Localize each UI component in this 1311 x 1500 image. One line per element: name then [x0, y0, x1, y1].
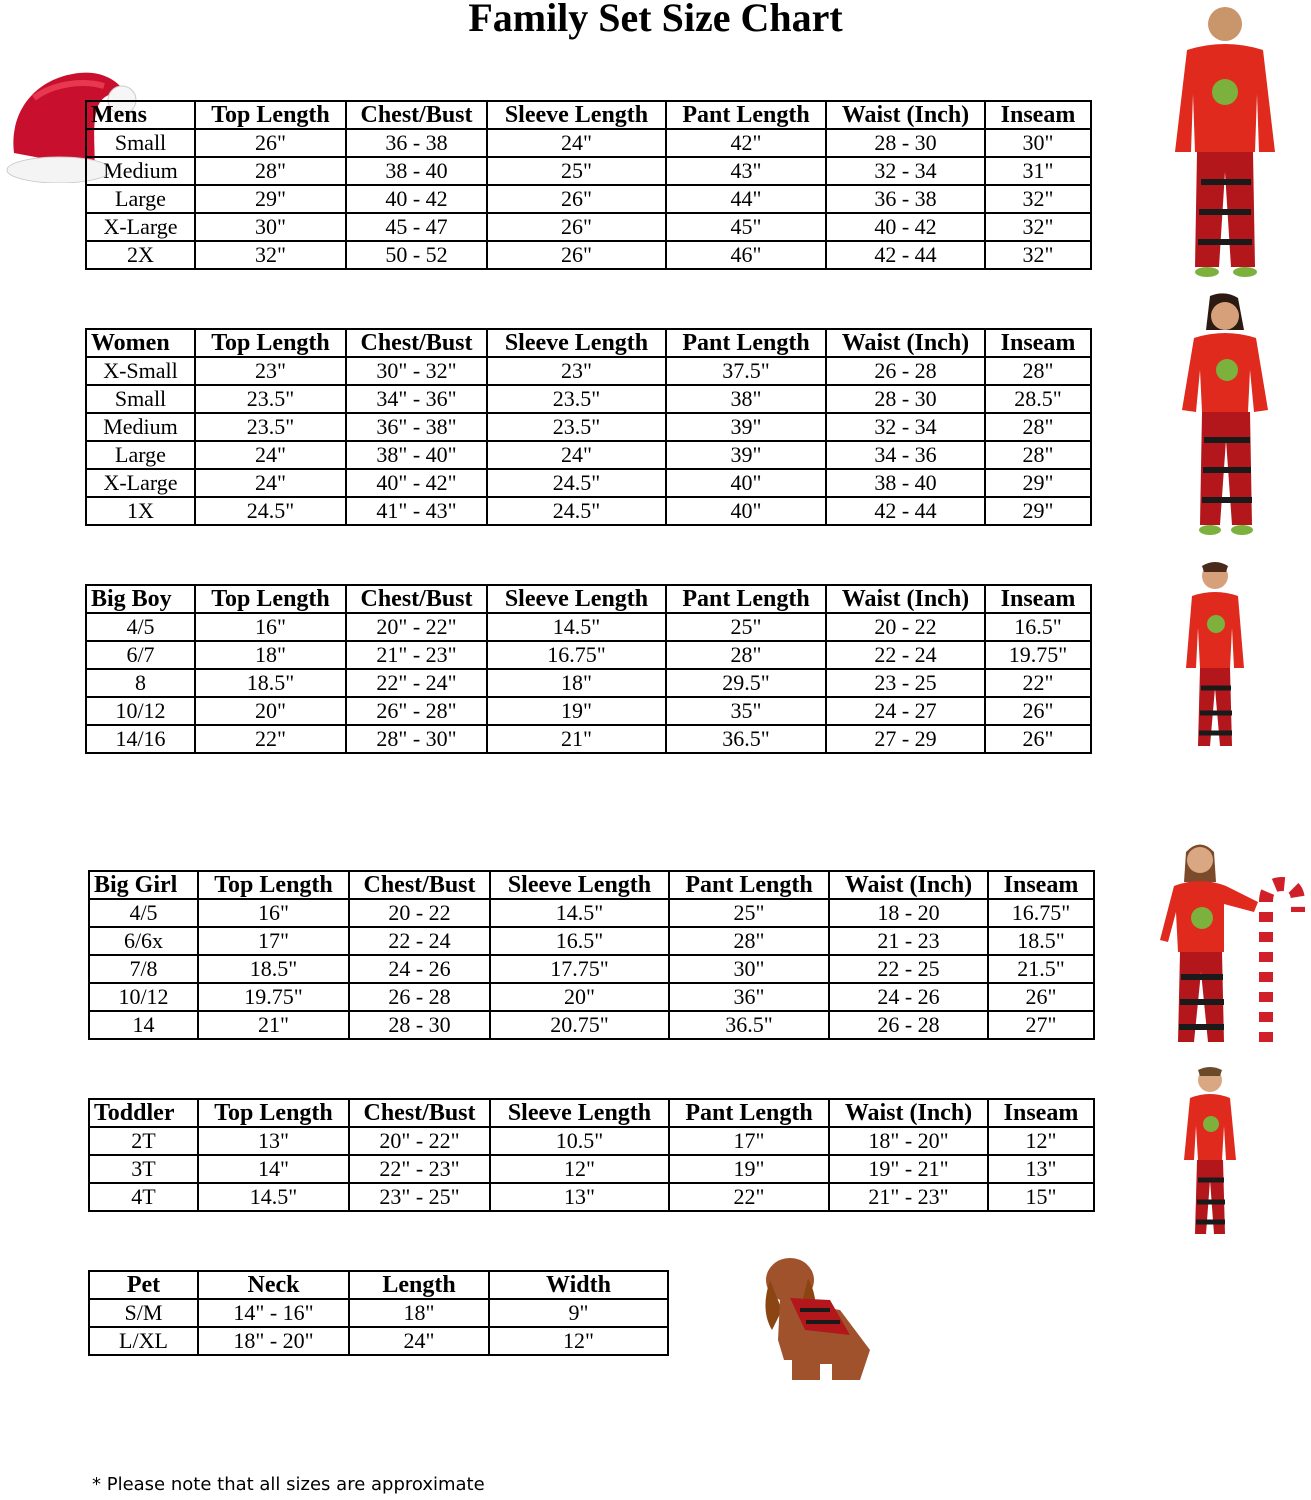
header-neck: Neck [198, 1271, 349, 1299]
cell: L/XL [89, 1327, 198, 1355]
cell: 39" [666, 441, 826, 469]
header-waist: Waist (Inch) [826, 585, 985, 613]
cell: 14" - 16" [198, 1299, 349, 1327]
cell: 16" [198, 899, 349, 927]
cell: 38" [666, 385, 826, 413]
cell: S/M [89, 1299, 198, 1327]
cell: 28" [669, 927, 829, 955]
header-inseam: Inseam [988, 871, 1094, 899]
cell: 21 - 23 [829, 927, 988, 955]
cell: 26" - 28" [346, 697, 487, 725]
table-row [86, 725, 1091, 753]
header-waist: Waist (Inch) [826, 329, 985, 357]
header-sleeve-length: Sleeve Length [490, 1099, 669, 1127]
header-chest-bust: Chest/Bust [346, 101, 487, 129]
cell: 23" [195, 357, 346, 385]
cell: 25" [487, 157, 666, 185]
cell: 32" [985, 185, 1091, 213]
table-row [86, 185, 1091, 213]
table-row [86, 441, 1091, 469]
cell: 26" [487, 241, 666, 269]
cell: 38" - 40" [346, 441, 487, 469]
cell: 35" [666, 697, 826, 725]
cell: 12" [490, 1155, 669, 1183]
table-row [86, 129, 1091, 157]
header-top-length: Top Length [198, 1099, 349, 1127]
cell: 24.5" [195, 497, 346, 525]
cell: 23.5" [487, 413, 666, 441]
toddler-pajamas-image [1180, 1064, 1240, 1242]
cell: 28" [666, 641, 826, 669]
cell: 21" - 23" [829, 1183, 988, 1211]
cell: 22 - 25 [829, 955, 988, 983]
cell: 15" [988, 1183, 1094, 1211]
cell: 19.75" [985, 641, 1091, 669]
cell: 16" [195, 613, 346, 641]
cell: 23 - 25 [826, 669, 985, 697]
cell: 3T [89, 1155, 198, 1183]
header-top-length: Top Length [198, 871, 349, 899]
cell: 20.75" [490, 1011, 669, 1039]
header-chest-bust: Chest/Bust [349, 1099, 490, 1127]
cell: 40" [666, 497, 826, 525]
table-row [86, 241, 1091, 269]
cell: 41" - 43" [346, 497, 487, 525]
cell: 22" - 23" [349, 1155, 490, 1183]
cell: X-Large [86, 469, 195, 497]
cell: 26 - 28 [826, 357, 985, 385]
cell: Medium [86, 157, 195, 185]
cell: 24.5" [487, 497, 666, 525]
cell: 19.75" [198, 983, 349, 1011]
cell: 23" - 25" [349, 1183, 490, 1211]
cell: 20 - 22 [349, 899, 490, 927]
header-chest-bust: Chest/Bust [346, 585, 487, 613]
cell: 16.75" [988, 899, 1094, 927]
cell: 10/12 [86, 697, 195, 725]
cell: 14.5" [490, 899, 669, 927]
cell: 16.75" [487, 641, 666, 669]
header-top-length: Top Length [195, 329, 346, 357]
cell: 26" [487, 213, 666, 241]
cell: 19" - 21" [829, 1155, 988, 1183]
cell: 14.5" [487, 613, 666, 641]
header-inseam: Inseam [985, 329, 1091, 357]
cell: 20" - 22" [349, 1127, 490, 1155]
table-row [86, 213, 1091, 241]
cell: 32" [985, 213, 1091, 241]
header-pant-length: Pant Length [669, 1099, 829, 1127]
cell: 18" [195, 641, 346, 669]
cell: 24" [487, 441, 666, 469]
table-row [89, 1299, 668, 1327]
table-row [86, 697, 1091, 725]
cell: 30" [669, 955, 829, 983]
header-inseam: Inseam [988, 1099, 1094, 1127]
cell: 20" [195, 697, 346, 725]
table-row [89, 1127, 1094, 1155]
header-chest-bust: Chest/Bust [346, 329, 487, 357]
cell: 38 - 40 [346, 157, 487, 185]
man-pajamas-image [1165, 2, 1285, 282]
mens-size-table [85, 100, 1092, 270]
cell: 6/7 [86, 641, 195, 669]
cell: 19" [669, 1155, 829, 1183]
table-row [89, 1327, 668, 1355]
cell: 30" - 32" [346, 357, 487, 385]
cell: 1X [86, 497, 195, 525]
table-row [89, 1155, 1094, 1183]
cell: 36 - 38 [826, 185, 985, 213]
table-row [86, 469, 1091, 497]
cell: 27 - 29 [826, 725, 985, 753]
cell: 23.5" [195, 413, 346, 441]
cell: 9" [489, 1299, 668, 1327]
dog-pajamas-image [750, 1250, 890, 1390]
cell: 22" [985, 669, 1091, 697]
cell: Small [86, 129, 195, 157]
cell: 21" - 23" [346, 641, 487, 669]
header-sleeve-length: Sleeve Length [487, 585, 666, 613]
cell: 28" [985, 413, 1091, 441]
pet-size-table [88, 1270, 669, 1356]
header-pant-length: Pant Length [666, 585, 826, 613]
header-pant-length: Pant Length [666, 329, 826, 357]
cell: 29" [195, 185, 346, 213]
cell: 32 - 34 [826, 157, 985, 185]
table-row [89, 899, 1094, 927]
women-header-size: Women [86, 329, 195, 357]
cell: 20" [490, 983, 669, 1011]
header-pant-length: Pant Length [666, 101, 826, 129]
cell: 45" [666, 213, 826, 241]
cell: 14.5" [198, 1183, 349, 1211]
boy-pajamas-image [1180, 558, 1250, 753]
cell: 27" [988, 1011, 1094, 1039]
table-row [89, 1183, 1094, 1211]
cell: 10/12 [89, 983, 198, 1011]
mens-header-size: Mens [86, 101, 195, 129]
cell: 14 [89, 1011, 198, 1039]
header-sleeve-length: Sleeve Length [490, 871, 669, 899]
cell: 17" [198, 927, 349, 955]
header-pant-length: Pant Length [669, 871, 829, 899]
cell: 26" [988, 983, 1094, 1011]
cell: 16.5" [490, 927, 669, 955]
cell: 42 - 44 [826, 241, 985, 269]
cell: 12" [489, 1327, 668, 1355]
cell: 17" [669, 1127, 829, 1155]
cell: 38 - 40 [826, 469, 985, 497]
cell: 28.5" [985, 385, 1091, 413]
cell: 34 - 36 [826, 441, 985, 469]
cell: 22" [195, 725, 346, 753]
cell: 18" [487, 669, 666, 697]
cell: 42" [666, 129, 826, 157]
header-waist: Waist (Inch) [826, 101, 985, 129]
cell: 26" [487, 185, 666, 213]
cell: 44" [666, 185, 826, 213]
cell: 28 - 30 [826, 129, 985, 157]
table-row [86, 613, 1091, 641]
table-row [89, 983, 1094, 1011]
header-top-length: Top Length [195, 101, 346, 129]
cell: 50 - 52 [346, 241, 487, 269]
header-chest-bust: Chest/Bust [349, 871, 490, 899]
cell: 39" [666, 413, 826, 441]
cell: 40 - 42 [346, 185, 487, 213]
cell: 24.5" [487, 469, 666, 497]
table-row [89, 1011, 1094, 1039]
header-waist: Waist (Inch) [829, 1099, 988, 1127]
cell: 36" [669, 983, 829, 1011]
cell: 16.5" [985, 613, 1091, 641]
table-row [86, 357, 1091, 385]
cell: 21" [198, 1011, 349, 1039]
cell: 40 - 42 [826, 213, 985, 241]
cell: 28" [985, 441, 1091, 469]
cell: 20" - 22" [346, 613, 487, 641]
women-size-table [85, 328, 1092, 526]
cell: 30" [985, 129, 1091, 157]
cell: 21" [487, 725, 666, 753]
cell: 4T [89, 1183, 198, 1211]
cell: Large [86, 185, 195, 213]
cell: 25" [666, 613, 826, 641]
cell: 28 - 30 [349, 1011, 490, 1039]
cell: X-Small [86, 357, 195, 385]
cell: 28" - 30" [346, 725, 487, 753]
cell: 40" [666, 469, 826, 497]
cell: 18" - 20" [829, 1127, 988, 1155]
cell: 6/6x [89, 927, 198, 955]
cell: 13" [198, 1127, 349, 1155]
table-row [86, 669, 1091, 697]
cell: 36" - 38" [346, 413, 487, 441]
cell: 26 - 28 [829, 1011, 988, 1039]
cell: 2X [86, 241, 195, 269]
cell: 32 - 34 [826, 413, 985, 441]
cell: 28" [195, 157, 346, 185]
cell: 23" [487, 357, 666, 385]
cell: 20 - 22 [826, 613, 985, 641]
cell: 24" [487, 129, 666, 157]
cell: 42 - 44 [826, 497, 985, 525]
cell: 7/8 [89, 955, 198, 983]
cell: 18.5" [198, 955, 349, 983]
header-sleeve-length: Sleeve Length [487, 101, 666, 129]
cell: 36.5" [669, 1011, 829, 1039]
cell: 45 - 47 [346, 213, 487, 241]
table-row [89, 955, 1094, 983]
woman-pajamas-image [1170, 290, 1280, 540]
cell: 18.5" [195, 669, 346, 697]
toddler-size-table [88, 1098, 1095, 1212]
cell: 26 - 28 [349, 983, 490, 1011]
girl-candy-cane-image [1158, 832, 1308, 1054]
table-row [89, 927, 1094, 955]
cell: 28 - 30 [826, 385, 985, 413]
cell: 8 [86, 669, 195, 697]
cell: 22" - 24" [346, 669, 487, 697]
cell: 14" [198, 1155, 349, 1183]
biggirl-size-table [88, 870, 1095, 1040]
cell: 18 - 20 [829, 899, 988, 927]
table-row [86, 413, 1091, 441]
header-top-length: Top Length [195, 585, 346, 613]
cell: 37.5" [666, 357, 826, 385]
cell: 34" - 36" [346, 385, 487, 413]
toddler-header-size: Toddler [89, 1099, 198, 1127]
cell: 24" [195, 441, 346, 469]
cell: 43" [666, 157, 826, 185]
cell: 22 - 24 [826, 641, 985, 669]
cell: 21.5" [988, 955, 1094, 983]
cell: 46" [666, 241, 826, 269]
cell: 12" [988, 1127, 1094, 1155]
header-inseam: Inseam [985, 101, 1091, 129]
table-row [86, 157, 1091, 185]
cell: 36 - 38 [346, 129, 487, 157]
cell: 4/5 [86, 613, 195, 641]
page-title: Family Set Size Chart [468, 0, 843, 40]
cell: X-Large [86, 213, 195, 241]
cell: 22" [669, 1183, 829, 1211]
cell: 30" [195, 213, 346, 241]
cell: 13" [988, 1155, 1094, 1183]
header-length: Length [349, 1271, 489, 1299]
cell: 31" [985, 157, 1091, 185]
cell: 29" [985, 469, 1091, 497]
cell: 18" - 20" [198, 1327, 349, 1355]
bigboy-size-table [85, 584, 1092, 754]
cell: 18.5" [988, 927, 1094, 955]
cell: 28" [985, 357, 1091, 385]
header-waist: Waist (Inch) [829, 871, 988, 899]
cell: 18" [349, 1299, 489, 1327]
header-sleeve-length: Sleeve Length [487, 329, 666, 357]
cell: 24" [195, 469, 346, 497]
cell: 26" [195, 129, 346, 157]
cell: 19" [487, 697, 666, 725]
header-width: Width [489, 1271, 668, 1299]
cell: 29.5" [666, 669, 826, 697]
cell: 32" [985, 241, 1091, 269]
biggirl-header-size: Big Girl [89, 871, 198, 899]
cell: 22 - 24 [349, 927, 490, 955]
bigboy-header-size: Big Boy [86, 585, 195, 613]
cell: 25" [669, 899, 829, 927]
cell: 4/5 [89, 899, 198, 927]
pet-header-size: Pet [89, 1271, 198, 1299]
cell: 24 - 26 [829, 983, 988, 1011]
cell: 40" - 42" [346, 469, 487, 497]
cell: 23.5" [487, 385, 666, 413]
table-row [86, 497, 1091, 525]
cell: 24 - 27 [826, 697, 985, 725]
sizes-note: * Please note that all sizes are approximate [92, 1474, 485, 1495]
cell: Medium [86, 413, 195, 441]
cell: 32" [195, 241, 346, 269]
cell: 26" [985, 725, 1091, 753]
cell: Large [86, 441, 195, 469]
cell: 17.75" [490, 955, 669, 983]
table-row [86, 641, 1091, 669]
cell: 24 - 26 [349, 955, 490, 983]
table-row [86, 385, 1091, 413]
cell: 36.5" [666, 725, 826, 753]
cell: 14/16 [86, 725, 195, 753]
cell: 13" [490, 1183, 669, 1211]
cell: 24" [349, 1327, 489, 1355]
cell: 2T [89, 1127, 198, 1155]
header-inseam: Inseam [985, 585, 1091, 613]
cell: 29" [985, 497, 1091, 525]
cell: 10.5" [490, 1127, 669, 1155]
cell: 23.5" [195, 385, 346, 413]
cell: Small [86, 385, 195, 413]
cell: 26" [985, 697, 1091, 725]
